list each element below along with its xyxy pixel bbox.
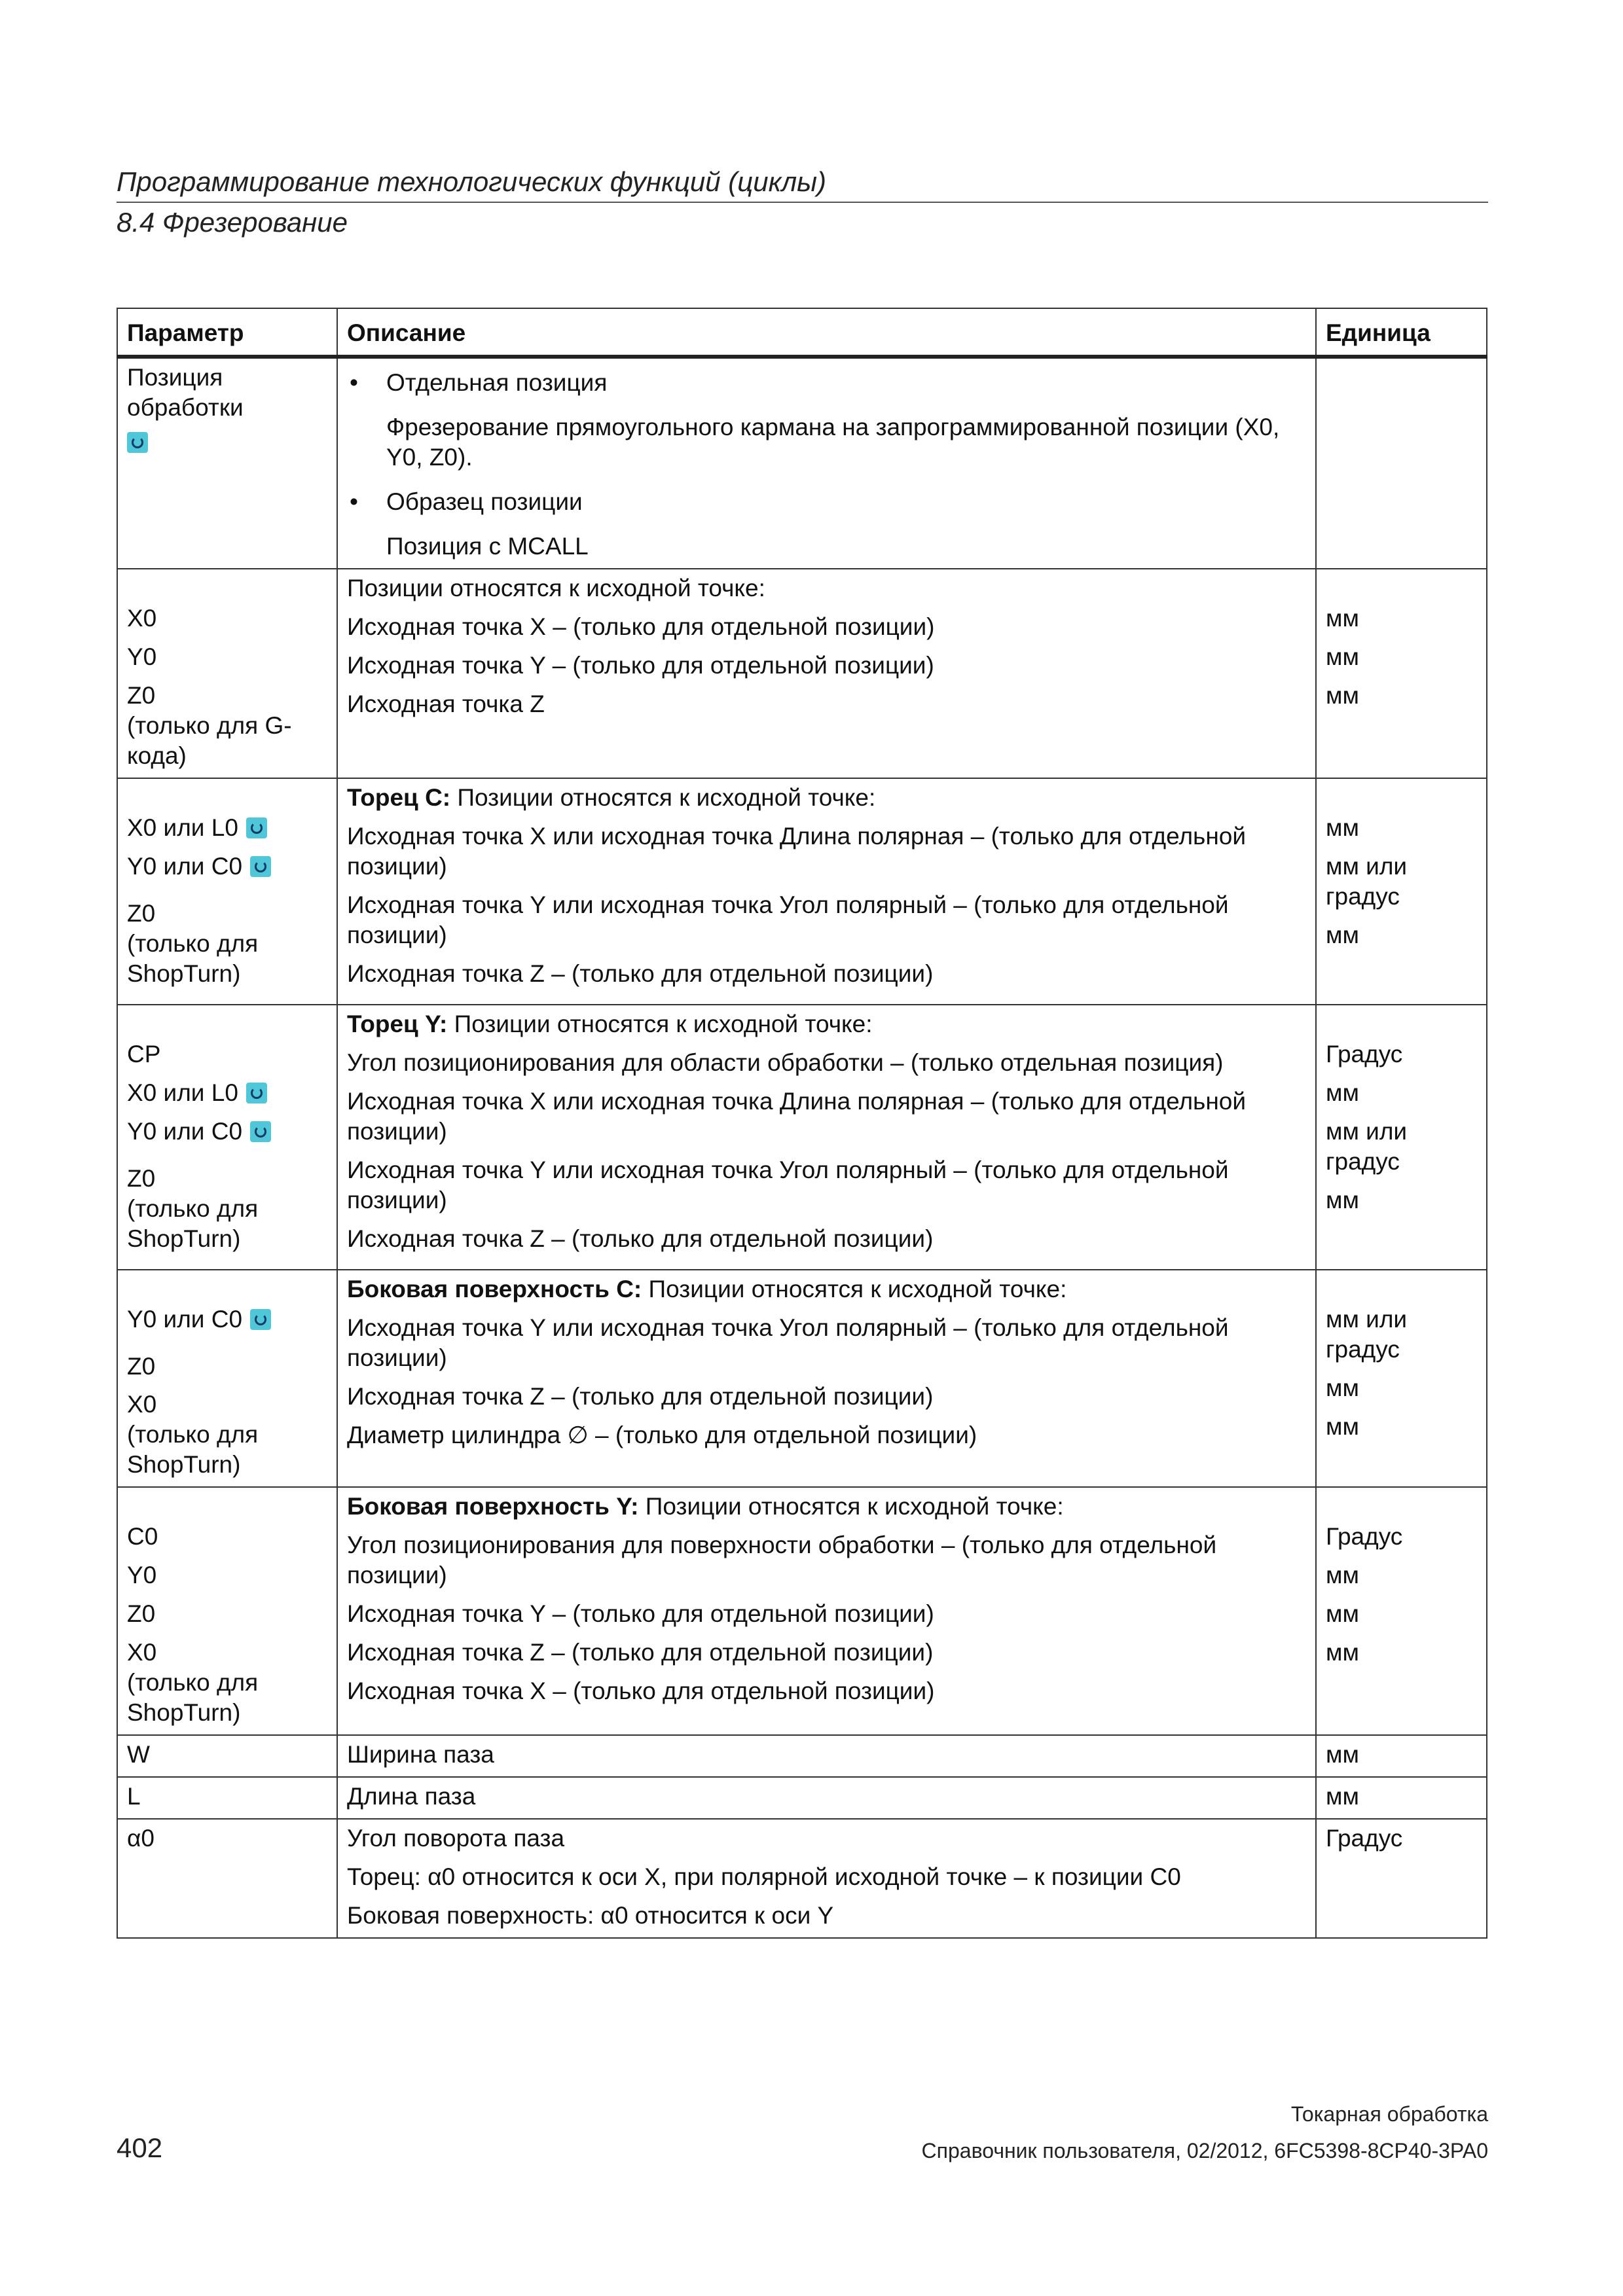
unit-cell: мм [1316,1777,1487,1819]
section-lead: Боковая поверхность Y: [347,1493,639,1520]
param-label: C0 [127,1523,158,1550]
description-cell [337,1487,1316,1735]
description-text: Исходная точка Y – (только для отдельной позиции) [347,652,934,679]
page-number: 402 [117,2132,163,2163]
param-label: Z0 [127,1353,156,1380]
unit-value: Градус [1326,1041,1403,1067]
description-text: Торец: α0 относится к оси X, при полярной исходной точке – к позиции C0 [347,1863,1181,1890]
description-text: Исходная точка Z – (только для отдельной позиции) [347,1383,934,1410]
param-note: (только для ShopTurn) [127,1421,259,1478]
param-label: Y0 или C0 [127,853,243,880]
description-cell [337,1005,1316,1270]
unit-cell [1316,778,1487,1005]
header-divider [117,202,1488,203]
param-label: обработки [127,394,244,421]
unit-cell: мм [1316,1735,1487,1777]
intro-text: Позиции относятся к исходной точке: [645,1493,1064,1520]
param-cell: W [117,1735,337,1777]
description-text: Угол поворота паза [347,1825,565,1852]
param-label: CP [127,1041,161,1067]
description-text: Исходная точка Y или исходная точка Угол полярный – (только для отдельной позиции) [347,891,1229,948]
toggle-icon [127,432,148,453]
param-cell: L [117,1777,337,1819]
section-title: 8.4 Фрезерование [117,207,348,238]
description-text: Исходная точка Y – (только для отдельной позиции) [347,1600,934,1627]
intro-text: Позиции относятся к исходной точке: [347,575,765,601]
description-text: Исходная точка X или исходная точка Длина полярная – (только для отдельной позиции) [347,1088,1247,1145]
param-label: Y0 или C0 [127,1306,243,1333]
unit-cell [1316,1487,1487,1735]
toggle-icon [250,1309,271,1330]
param-label: Y0 или C0 [127,1118,243,1145]
param-label: Y0 [127,643,157,670]
param-label: X0 или L0 [127,1079,238,1106]
param-note: (только для ShopTurn) [127,1669,259,1726]
param-label: Y0 [127,1562,157,1588]
table-row [117,357,1487,569]
intro-text: Позиции относятся к исходной точке: [454,1011,873,1037]
param-label: X0 или L0 [127,814,238,841]
param-label: X0 [127,605,157,632]
toggle-icon [246,1083,267,1103]
param-label: Z0 [127,682,156,709]
param-note: (только для ShopTurn) [127,930,259,987]
description-text: Исходная точка Y или исходная точка Угол полярный – (только для отдельной позиции) [347,1157,1229,1213]
unit-value: мм [1326,922,1359,948]
description-text: Исходная точка X – (только для отдельной позиции) [347,1677,935,1704]
footer-document-title: Токарная обработка [1290,2102,1488,2126]
intro-text: Позиции относятся к исходной точке: [648,1276,1067,1302]
param-cell [117,569,337,778]
description-cell [337,569,1316,778]
description-text: Угол позиционирования для поверхности обработки – (только для отдельной позиции) [347,1532,1217,1588]
description-text: Угол позиционирования для области обработки – (только отдельная позиция) [347,1049,1224,1076]
intro-text: Позиции относятся к исходной точке: [457,784,876,811]
description-cell [337,1270,1316,1487]
description-text: Диаметр цилиндра ∅ – (только для отдельной позиции) [347,1422,977,1448]
unit-value: мм [1326,682,1359,709]
description-cell [337,357,1316,569]
param-label: X0 [127,1391,157,1418]
description-text: Боковая поверхность: α0 относится к оси Y [347,1902,834,1929]
unit-value: мм [1326,1187,1359,1213]
description-text: Исходная точка Y или исходная точка Угол полярный – (только для отдельной позиции) [347,1314,1229,1371]
table-row [117,1487,1487,1735]
table-row [117,1270,1487,1487]
description-text: Исходная точка X – (только для отдельной позиции) [347,613,935,640]
unit-value: мм [1326,814,1359,841]
footer-reference: Справочник пользователя, 02/2012, 6FC5398-8CP40-3PA0 [921,2139,1488,2162]
param-label: Z0 [127,900,156,927]
param-cell [117,357,337,569]
unit-value: Градус [1326,1523,1403,1550]
param-note: (только для G-кода) [127,712,292,769]
section-lead: Торец C: [347,784,451,811]
param-cell [117,1487,337,1735]
unit-value: мм или градус [1326,853,1408,910]
unit-value: мм [1326,1374,1359,1401]
column-header-unit: Единица [1316,308,1487,357]
unit-value: мм [1326,643,1359,670]
description-cell [337,1819,1316,1938]
unit-cell [1316,357,1487,569]
param-cell [117,778,337,1005]
toggle-icon [246,817,267,838]
param-note: (только для ShopTurn) [127,1195,259,1252]
unit-value: мм [1326,1639,1359,1666]
description-cell [337,778,1316,1005]
bullet-item: • Образец позиции [347,487,1306,517]
param-cell [117,1005,337,1270]
section-lead: Торец Y: [347,1011,448,1037]
description-text: Исходная точка Z – (только для отдельной позиции) [347,1639,934,1666]
table-row [117,1777,1487,1819]
param-label: Z0 [127,1165,156,1192]
param-label: Позиция [127,364,223,391]
description-text: Фрезерование прямоугольного кармана на запрограммированной позиции (X0, Y0, Z0). [386,414,1280,471]
unit-value: мм [1326,605,1359,632]
table-row [117,778,1487,1005]
param-label: Z0 [127,1600,156,1627]
description-text: Позиция с MCALL [386,533,589,560]
table-row [117,569,1487,778]
param-label: X0 [127,1639,157,1666]
unit-cell [1316,1005,1487,1270]
unit-cell: Градус [1316,1819,1487,1938]
description-cell: Длина паза [337,1777,1316,1819]
table-row [117,1819,1487,1938]
param-cell [117,1270,337,1487]
description-text: Исходная точка X или исходная точка Длина полярная – (только для отдельной позиции) [347,823,1247,880]
unit-value: мм или градус [1326,1306,1408,1363]
description-text: Исходная точка Z – (только для отдельной позиции) [347,1225,934,1252]
unit-value: мм [1326,1413,1359,1440]
toggle-icon [250,856,271,877]
unit-cell [1316,1270,1487,1487]
unit-cell [1316,569,1487,778]
page-header-title: Программирование технологических функций (циклы) [117,166,827,197]
column-header-parameter: Параметр [117,308,337,357]
table-header-row [117,308,1487,357]
param-cell: α0 [117,1819,337,1938]
parameter-table [117,308,1487,1939]
bullet-item: • Отдельная позиция [347,368,1306,398]
unit-value: мм или градус [1326,1118,1408,1175]
description-text: Исходная точка Z – (только для отдельной позиции) [347,960,934,987]
unit-value: мм [1326,1562,1359,1588]
toggle-icon [250,1121,271,1142]
unit-value: мм [1326,1079,1359,1106]
unit-value: мм [1326,1600,1359,1627]
table-row [117,1735,1487,1777]
description-text: Исходная точка Z [347,691,545,717]
column-header-description: Описание [337,308,1316,357]
description-cell: Ширина паза [337,1735,1316,1777]
section-lead: Боковая поверхность C: [347,1276,642,1302]
table-row [117,1005,1487,1270]
